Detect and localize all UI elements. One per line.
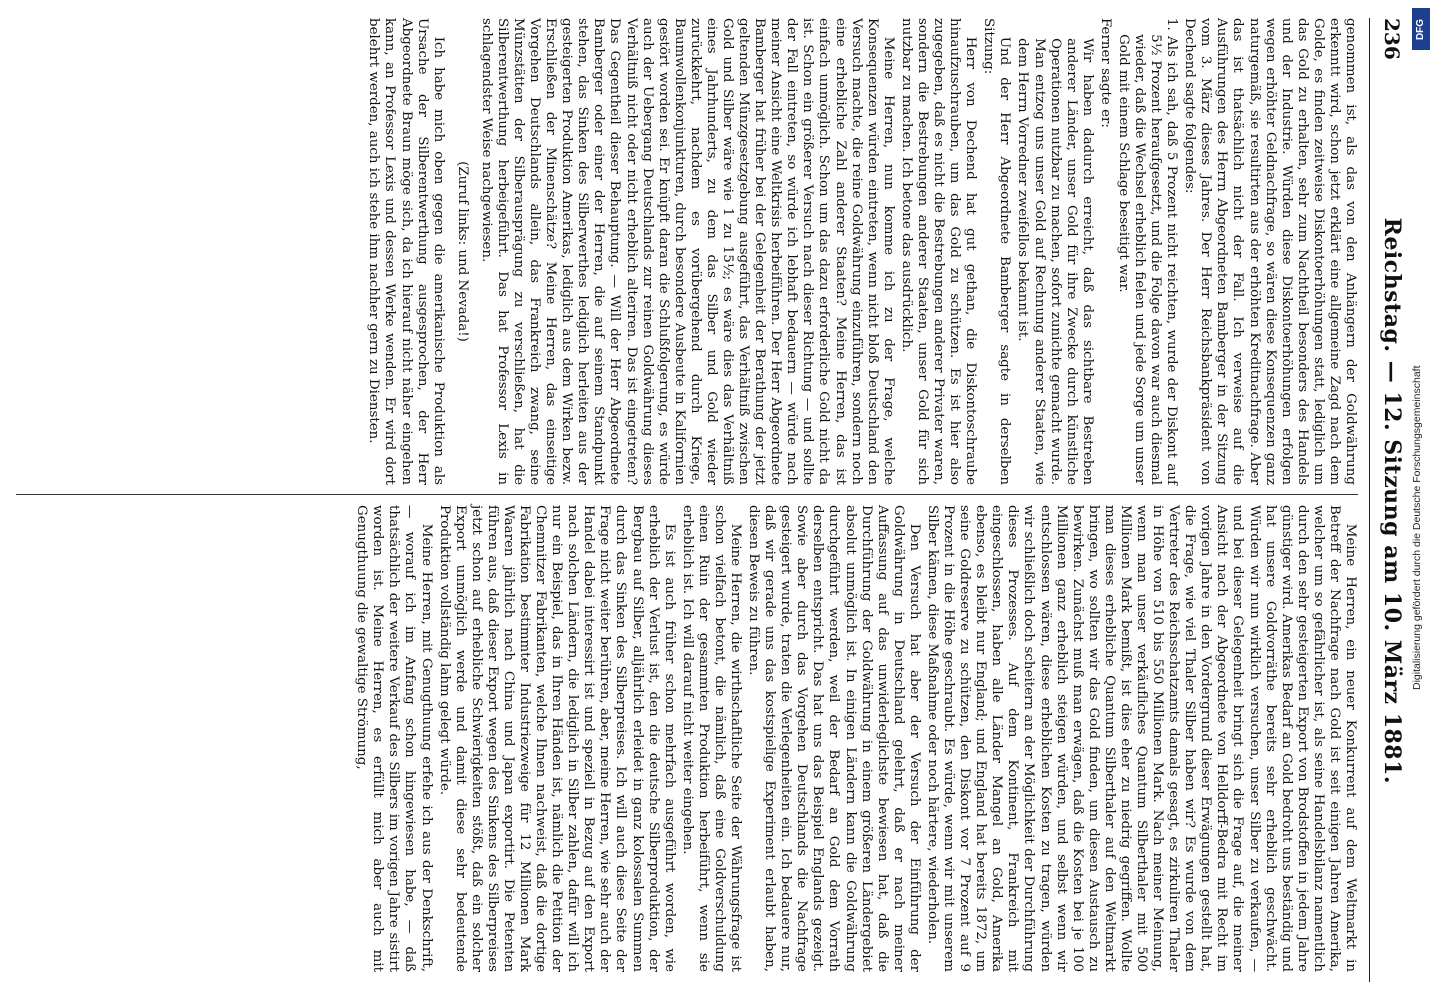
dfg-logo-text: DFG xyxy=(1415,18,1427,40)
paragraph: Meine Herren, nun komme ich zu der Frage, welche Konsequenzen würden eintreten, wenn nicht bloß Deutschland den Versuch machte, die reine Goldwährung einzuführen, sondern noch eine erhebliche Zahl anderer Staaten? Meine Herren, das ist einfach unmöglich. Schon um das dazu erforderliche Gold nicht da ist. Schon ein größerer Versuch nach dieser Richtung — und sollte der Fall eintreten, so würde ich lebhaft bedauern — würde nach meiner Ansicht eine Weltkrisis herbeiführen. Der Herr Abgeordnete Bamberger hat früher bei der Gelegenheit der Berathung der jetzt geltenden Münzgesetzgebung ausgeführt, das Verhältniß zwischen Gold und Silber wäre wie 1 zu 15½; es wäre dies das Verhältniß eines Jahrhunderts, zu dem das Silber und Gold wieder zurückkehrt, nachdem es vorübergehend durch Kriege, Baumwollenkonjunkturen, durch besondere Ausbeute in Kalifornien gestört worden sei. Er knüpft daran die Schlußfolgerung, es würde auch der Uebergang Deutschlands zur reinen Goldwährung dieses Verhältniß nicht oder nicht erheblich alteriren. Das ist eingetreten? Das Gegentheil dieser Behauptung. — Will der Herr Abgeordnete Bamberger oder einer der Herren, die auf seinem Standpunkt stehen, das Sinken des Silberwerthes lediglich herleiten aus der gesteigerten Produktion Amerikas, lediglich aus dem Wirken bezw. Erschließen der Minenschätze? Meine Herren, das einseitige Vorgehen Deutschlands allein, das Frankreich zwang, seine Münzstätten der Silberausprägung zu verschließen, hat die Silberentwerthung herbeigeführt. Das hat Professor Lexis in schlagendster Weise nachgewiesen. xyxy=(478,18,896,485)
paragraph: Ferner sagte er: xyxy=(1097,18,1113,128)
paragraph: Und der Herr Abgeordnete Bamberger sagte in derselben Sitzung: xyxy=(981,18,1013,485)
watermark-text: Digitalisierung gefördert durch die Deutsche Forschungsgemeinschaft xyxy=(1411,365,1423,690)
paragraph: Den Versuch hat aber der Versuch der Einführung der Goldwährung in Deutschland gelehrt, daß er nach meiner Auffassung auf das unwiderleglichste bewiesen hat, daß die Durchführung der Goldwährung in einem größeren Ländergebiet absolut unmöglich ist. In einigen Ländern kann die Goldwährung durchgeführt werden, weil der Bedarf an Gold dem Vorrath derselben entspricht. Das hat uns das Beispiel Englands gezeigt. Sowie aber durch das Vorgehen Deutschlands die Nachfrage gesteigert wurde, traten die Verlegenheiten ein. Ich bedauere nur, daß wir gerade uns das kostspielige Experiment erlaubt haben, diesen Beweis zu führen. xyxy=(746,505,922,972)
page-header xyxy=(1369,18,1414,982)
paragraph: Ich habe mich oben gegen die amerikanische Produktion als Ursache der Silberentwerthung ausgesprochen, der Herr Abgeordnete Braun möge sich, da ich hierauf nicht näher eingehen kann, an Professor Lexis und dessen Werke wenden. Er wird dort belehrt werden, auch ich stehe ihm nachher gern zu Diensten. xyxy=(366,18,446,485)
paragraph: Herr von Dechend hat gut gethan, die Diskontoschraube hinaufzuschrauben, um das Gold zu schützen. Es ist hier also zugegeben, daß es nicht die Bestrebungen anderer Privater waren, sondern die Bestrebungen anderer Staaten, unser Gold für sich nutzbar zu machen. Ich betone das ausdrücklich. xyxy=(898,18,979,485)
digitization-watermark xyxy=(1410,0,1432,1000)
paragraph: Meine Herren, mit Genugthuung erfehe ich aus der Denkschrift, — worauf ich im Anfang schon hingewiesen habe, — daß thatsächlich der weitere Verkauf des Silbers im vorigen Jahre sistirt worden ist. Meine Herren, es erfüllt mich aber auch mit Genugthuung die gewaltige Strömung, xyxy=(354,505,434,972)
right-column xyxy=(16,505,1358,972)
paragraph: Meine Herren, ein neuer Konkurrent auf dem Weltmarkt in Betreff der Nachfrage nach Gold ist seit einigen Jahren Amerika, welcher um so gefährlicher ist, als seine Handelsbilanz namentlich durch den sehr gesteigerten Export von Brodstoffen in jedem Jahre günstiger wird. Amerikas Bedarf an Gold bedroht uns beständig und hat unsere Goldvorräthe bereits sehr erheblich geschwächt. Würden wir nun wirklich versuchen, unser Silber zu verkaufen, — und bei dieser Gelegenheit bringt sich die Frage auf, die meiner Ansicht nach der Abgeordnete von Helldorff-Bedra mit Recht im vorigen Jahre in den Vordergrund dieser Erwägungen gestellt hat, die Frage, wie viel Thaler Silber haben wir? Es wurde von dem Vertreter des Reichsschatzamts damals gesagt, es zirkuliren Thaler in Höhe von 510 bis 550 Millionen Mark. Nach meiner Meinung, wenn man unser verkäufliches Quantum Silberthaler mit 500 Millionen Mark bemißt, ist dies eher zu niedrig gegriffen. Wollte man dieses erhebliche Quantum Silberthaler auf den Weltmarkt bringen, wo sollten wir das Gold finden, um diesen Austausch zu bewirken. Zunächst muß man erwägen, daß die Kosten bei je 100 Millionen ganz erheblich steigen würden, und selbst wenn wir entschlossen wären, diese erheblichen Kosten zu tragen, würden wir schließlich doch scheitern an der Möglichkeit der Durchführung dieses Prozesses. Auf dem Kontinent, Frankreich mit eingeschlossen, haben alle Länder Mangel an Gold, Amerika ebenso, es bleibt nur England; und England hat bereits 1872, um seine Goldreserve zu schützen, den Diskont vor 7 Prozent auf 9 Prozent in die Höhe geschraubt. Es würde, wenn wir mit unserem Silber kämen, diese Maßnahme oder noch härtere, wiederholen. xyxy=(924,505,1358,972)
interjection: (Zuruf links: und Nevada!) xyxy=(454,161,470,342)
left-column xyxy=(16,18,1358,485)
quote-paragraph: 1. Als ich sah, daß 5 Prozent nicht reichten, wurde der Diskont auf 5½ Prozent heraufgesetzt, und die Folge davon war auch diesmal wieder, daß die Wechsel erheblich fielen und jede Sorge um unser Gold mit einem Schlage beseitigt war. xyxy=(1115,18,1180,485)
paragraph: Meine Herren, die wirthschaftliche Seite der Währungsfrage ist schon vielfach betont, die nämlich, daß eine Goldverschuldung einen Ruin der gesammten Produktion herbeiführt, wenn sie erheblich ist. Ich will darauf nicht weiter eingehen. xyxy=(679,505,744,972)
paragraph: genommen ist, als das von den Anhängern der Goldwährung erkenntt wird, schon jetzt erklärt eine allgemeine Zagd nach dem Golde, es finden zeitweise Diskontoerhöhungen statt, lediglich um das Gold zu erhalten, sehr zum Nachtheil besonders des Handels und der Industrie. Würden diese Diskontoerhöhungen erfolgen wegen erhöhter Geldnachfrage, so wären diese Konsequenzen ganz naturgemäß, sie resultirten aus der erhöhten Kreditnachfrage. Aber das ist thatsächlich nicht der Fall. Ich verweise auf die Ausführungen des Herrn Abgeordneten Bamberger in der Sitzung vom 3. März dieses Jahres. Der Herr Reichsbankpräsident von Dechend sagte folgendes: xyxy=(1182,18,1358,485)
paragraph: Es ist auch früher schon mehrfach ausgeführt worden, wie erheblich der Verlust ist, den die deutsche Silberproduktion, der Bergbau auf Silber, alljährlich erleidet in ganz kolossalen Summen durch das Sinken des Silberpreises. Ich will auch diese Seite der Frage nicht weiter berühren, aber, meine Herren, wie sehr auch der Handel dabei interessirt ist und speziell in Bezug auf den Export nach solchen Ländern, die lediglich in Silber zahlen, dafür will ich nur ein Beispiel, das in Ihren Händen ist, nämlich die Petition der Chemnitzer Fabrikanten, welche Ihnen nachweist, daß die dortige Fabrikation bestimmter Industriezweige für 12 Millionen Mark Waaren jährlich nach China und Japan exportirt. Die Petenten führen aus, daß dieser Export wegen des Sinkens des Silberpreises jetzt schon auf erhebliche Schwierigkeiten stößt, daß ein solcher Export unmöglich werde und damit diese sehr bedeutende Produktion vollständig lahm gelegt würde. xyxy=(436,505,677,972)
running-title: Reichstag. — 12. Sitzung am 10. März 1881. xyxy=(1379,217,1405,785)
page-number: 236 xyxy=(1380,18,1404,60)
column-divider xyxy=(16,494,1358,495)
quote-paragraph: Wir haben dadurch erreicht, daß das sichtbare Bestreben anderer Länder, unser Gold für ihre Zwecke durch künstliche Operationen nutzbar zu machen, sofort zunichte gemacht wurde. Man entzog uns unser Gold auf Rechnung anderer Staaten, wie dem Herrn Vorredner zweifellos bekannt ist. xyxy=(1015,38,1095,485)
